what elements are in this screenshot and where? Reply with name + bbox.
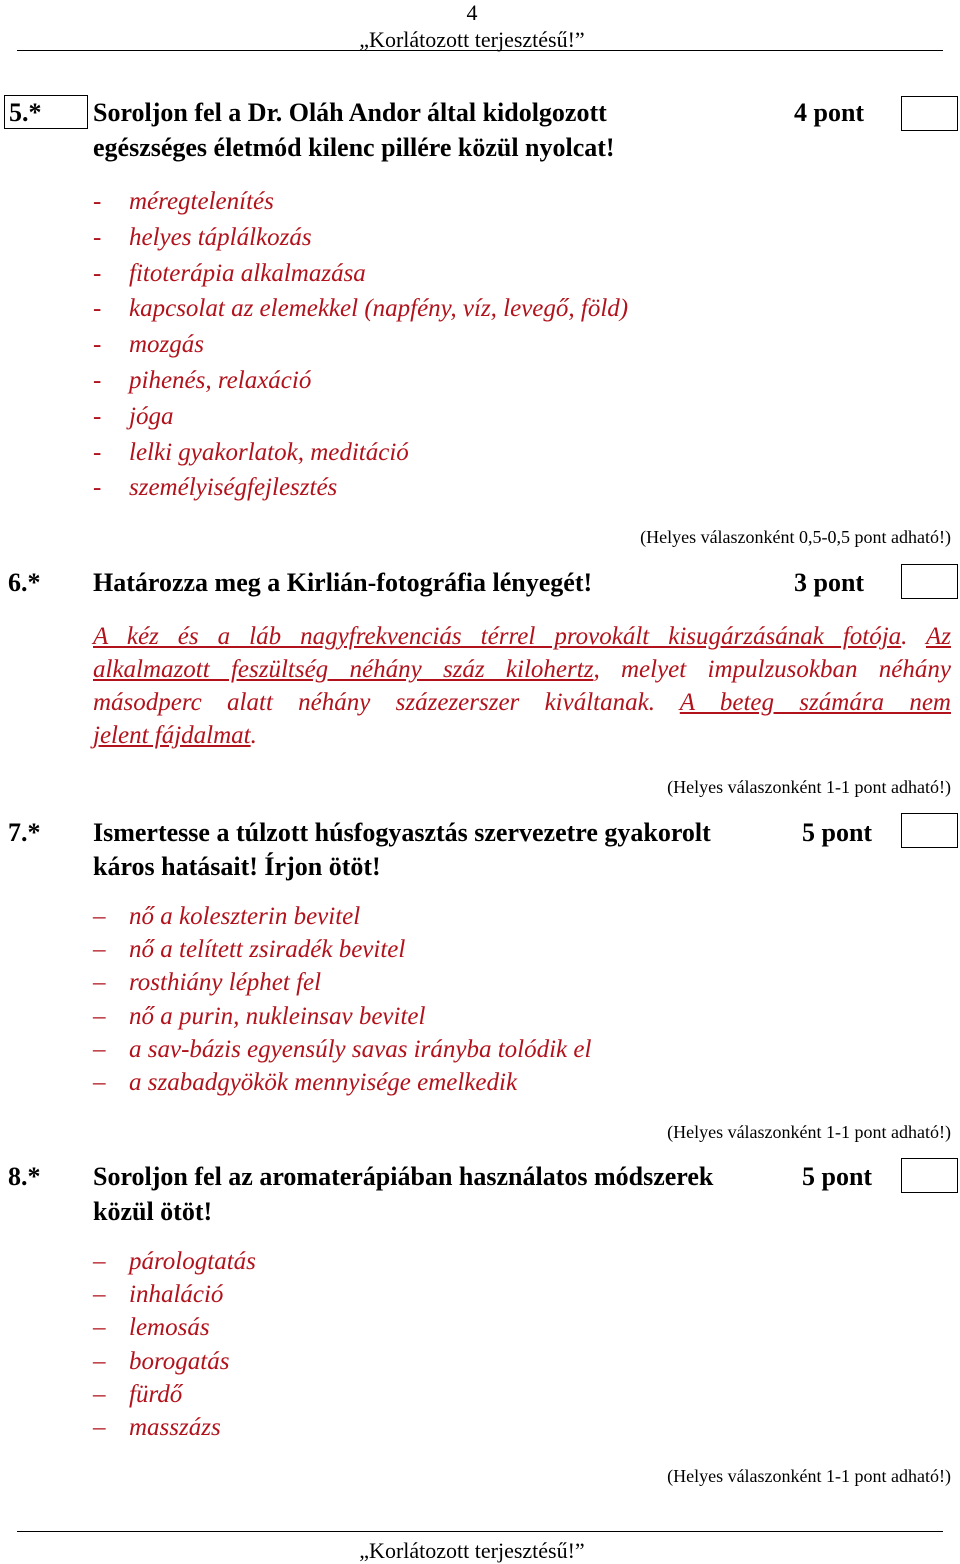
q6-number: 6.* — [8, 568, 41, 597]
list-bullet-dash: - — [93, 259, 102, 287]
q8-points: 5 pont — [802, 1162, 873, 1191]
q6-points: 3 pont — [794, 568, 865, 597]
q7-text-line2: káros hatásait! Írjon ötöt! — [93, 852, 381, 881]
q8-scoring-hint: (Helyes válaszonként 1-1 pont adható!) — [667, 1466, 951, 1486]
answer-item: masszázs — [129, 1414, 221, 1441]
answer-item: pihenés, relaxáció — [129, 367, 312, 394]
q5-score-box[interactable] — [901, 96, 958, 131]
answer-item: párologtatás — [129, 1248, 256, 1275]
list-bullet-dash: - — [93, 223, 102, 251]
list-bullet-dash: – — [93, 1414, 106, 1441]
q7-points: 5 pont — [802, 818, 873, 847]
list-bullet-dash: - — [93, 474, 102, 502]
answer-item: lelki gyakorlatok, meditáció — [129, 438, 409, 466]
list-bullet-dash: – — [93, 1248, 106, 1275]
list-bullet-dash: – — [93, 1347, 106, 1375]
list-bullet-dash: – — [93, 1314, 106, 1342]
underlined-key-phrase: Az — [925, 623, 951, 650]
answer-item: a sav-bázis egyensúly savas irányba tolódik el — [129, 1035, 592, 1063]
list-bullet-dash: - — [93, 188, 102, 215]
answer-item: fitoterápia alkalmazása — [129, 259, 366, 287]
q8-text-line2: közül ötöt! — [93, 1197, 213, 1226]
answer-item: személyiségfejlesztés — [129, 474, 338, 502]
underlined-key-phrase: jelent fájdalmat — [93, 722, 251, 749]
answer-item: borogatás — [129, 1347, 230, 1375]
q7-scoring-hint: (Helyes válaszonként 1-1 pont adható!) — [667, 1122, 951, 1142]
q7-score-box[interactable] — [901, 813, 958, 848]
answer-item: fürdő — [129, 1380, 183, 1408]
list-bullet-dash: – — [93, 1281, 106, 1309]
answer-item: rosthiány léphet fel — [129, 969, 322, 997]
underlined-key-phrase: alkalmazott feszültség néhány száz kilohertz — [93, 656, 594, 683]
q5-number: 5.* — [4, 95, 88, 129]
q6-answer-paragraph — [93, 620, 951, 752]
q8-score-box[interactable] — [901, 1158, 958, 1193]
list-bullet-dash: – — [93, 936, 106, 964]
q5-text-line1: Soroljon fel a Dr. Oláh Andor által kidolgozott — [93, 98, 607, 127]
answer-item: jóga — [129, 402, 174, 430]
footer-rule — [17, 1531, 943, 1532]
restricted-notice-header: „Korlátozott terjesztésű!” — [359, 27, 585, 52]
q8-number: 8.* — [8, 1162, 41, 1191]
list-bullet-dash: - — [93, 367, 102, 394]
answer-item: kapcsolat az elemekkel (napfény, víz, levegő, föld) — [129, 295, 629, 323]
answer-paragraph-line — [93, 620, 951, 653]
answer-item: nő a koleszterin bevitel — [129, 903, 361, 930]
answer-item: inhaláció — [129, 1281, 224, 1309]
underlined-key-phrase: A kéz és a láb nagyfrekvenciás térrel provokált kisugárzásának fotója — [93, 623, 902, 650]
answer-text: , melyet impulzusokban néhány — [593, 656, 951, 683]
list-bullet-dash: – — [93, 1002, 106, 1030]
list-bullet-dash: - — [93, 295, 102, 323]
underlined-key-phrase: A beteg számára nem — [679, 689, 951, 716]
list-bullet-dash: – — [93, 1380, 106, 1408]
q5-text-line2: egészséges életmód kilenc pillére közül nyolcat! — [93, 133, 615, 162]
answer-item: lemosás — [129, 1314, 210, 1342]
answer-item: mozgás — [129, 331, 205, 359]
list-bullet-dash: – — [93, 903, 106, 930]
answer-paragraph-line — [93, 653, 951, 686]
answer-item: méregtelenítés — [129, 188, 274, 215]
answer-text: másodperc alatt néhány százezerszer kiváltanak. — [93, 689, 680, 716]
restricted-notice-footer: „Korlátozott terjesztésű!” — [359, 1538, 585, 1563]
q8-text-line1: Soroljon fel az aromaterápiában használatos módszerek — [93, 1162, 714, 1191]
answer-item: nő a telített zsiradék bevitel — [129, 936, 406, 964]
header-rule — [17, 50, 943, 51]
answer-item: helyes táplálkozás — [129, 223, 312, 251]
list-bullet-dash: - — [93, 402, 102, 430]
page-number: 4 — [466, 0, 478, 25]
q5-scoring-hint: (Helyes válaszonként 0,5-0,5 pont adható!) — [640, 527, 951, 547]
answer-item: a szabadgyökök mennyisége emelkedik — [129, 1069, 518, 1096]
q7-text-line1: Ismertesse a túlzott húsfogyasztás szervezetre gyakorolt — [93, 818, 711, 847]
list-bullet-dash: – — [93, 969, 106, 997]
q5-points: 4 pont — [794, 98, 865, 127]
q7-number: 7.* — [8, 818, 41, 847]
answer-paragraph-line — [93, 686, 951, 719]
q6-score-box[interactable] — [901, 564, 958, 599]
answer-text: . — [250, 722, 257, 749]
list-bullet-dash: – — [93, 1069, 106, 1096]
q6-text: Határozza meg a Kirlián-fotográfia lényegét! — [93, 568, 593, 597]
answer-text: . — [901, 623, 926, 650]
list-bullet-dash: – — [93, 1035, 106, 1063]
q6-scoring-hint: (Helyes válaszonként 1-1 pont adható!) — [667, 777, 951, 797]
answer-item: nő a purin, nukleinsav bevitel — [129, 1002, 426, 1030]
answer-paragraph-line — [93, 719, 951, 752]
list-bullet-dash: - — [93, 331, 102, 359]
list-bullet-dash: - — [93, 438, 102, 466]
